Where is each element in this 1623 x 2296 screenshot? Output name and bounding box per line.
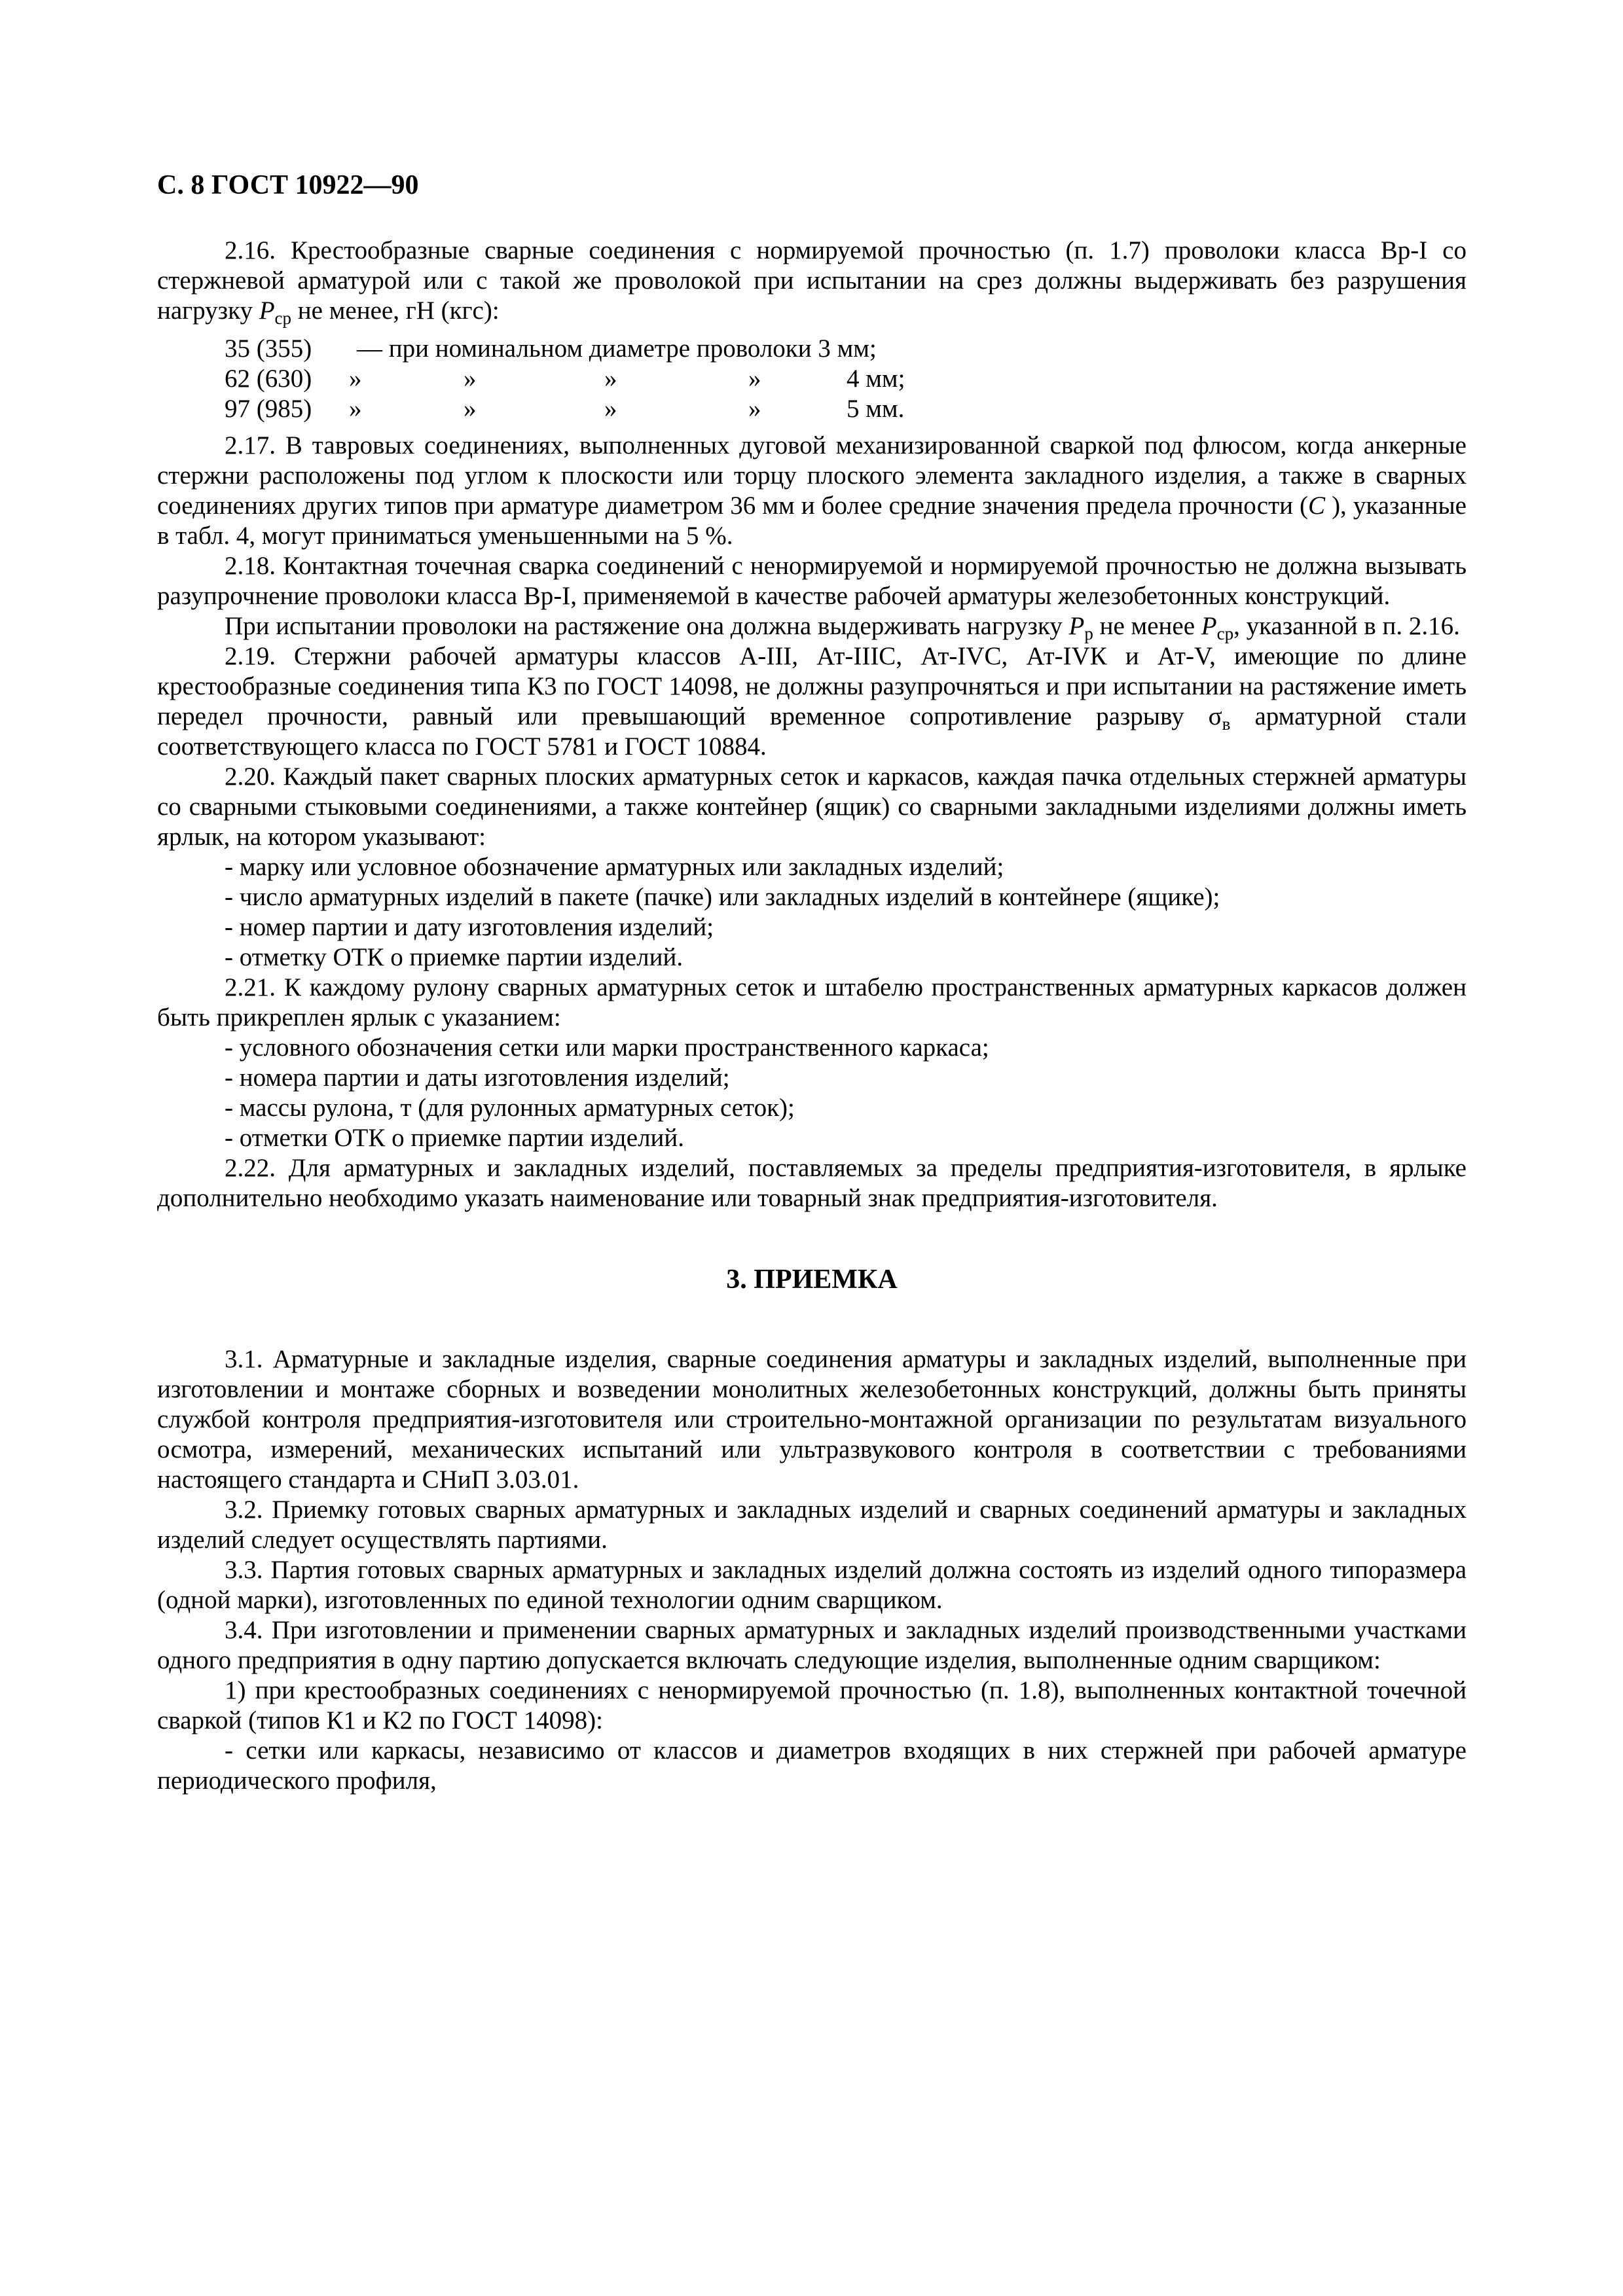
section-title: 3. ПРИЕМКА <box>726 1265 898 1295</box>
load-row <box>157 394 905 424</box>
load-row <box>157 334 905 364</box>
load-row <box>157 364 905 394</box>
load-value: 35 (355) <box>225 334 312 363</box>
list-item: - массы рулона, т (для рулонных арматурных сеток); <box>225 1094 795 1122</box>
list-item: - марку или условное обозначение арматурных или закладных изделий; <box>225 853 1004 881</box>
load-value: 97 (985) <box>225 395 312 423</box>
roll-label-list <box>157 1033 1467 1153</box>
paragraph-3-1: 3.1. Арматурные и закладные изделия, сварные соединения арматуры и закладных изделий, выполненные при изготовлении и монтаже сборных и возведении монолитных железобетонных конструкций, должны быть приняты службой контроля предприятия-изготовителя или строительно-монтажной организации по результатам визуального осмотра, измерений, механических испытаний или ультразвукового контроля в соответствии с требованиями настоящего стандарта и СНиП 3.03.01. <box>157 1345 1467 1494</box>
paragraph-2-21: 2.21. К каждому рулону сварных арматурных сеток и штабелю пространственных арматурных каркасов должен быть прикреплен ярлык с указанием: <box>157 973 1467 1031</box>
paragraph-3-4-item-1: 1) при крестообразных соединениях с ненормируемой прочностью (п. 1.8), выполненных контактной точечной сваркой (типов К1 и К2 по ГОСТ 14098): <box>157 1676 1467 1734</box>
ditto-mark: » <box>748 365 761 393</box>
ditto-mark: » <box>464 365 477 393</box>
ditto-mark: » <box>604 365 617 393</box>
ditto-mark: » <box>349 395 362 423</box>
load-diameter: 5 мм. <box>847 395 905 423</box>
label-content-list <box>157 852 1467 973</box>
list-item: - отметки ОТК о приемке партии изделий. <box>225 1124 685 1152</box>
paragraph-3-4: 3.4. При изготовлении и применении сварных арматурных и закладных изделий производственными участками одного предприятия в одну партию допускается включать следующие изделия, выполненные одним сварщиком: <box>157 1616 1467 1674</box>
list-item: - сетки или каркасы, независимо от классов и диаметров входящих в них стержней при рабочей арматуре периодического профиля, <box>157 1736 1467 1795</box>
load-diameter: 4 мм; <box>847 365 905 393</box>
list-item: - номера партии и даты изготовления изделий; <box>225 1064 730 1092</box>
load-description: — при номинальном диаметре проволоки 3 мм; <box>357 334 877 363</box>
paragraph-2-16: 2.16. Крестообразные сварные соединения с нормируемой прочностью (п. 1.7) проволоки класса Вр-I со стержневой арматурой или с такой же проволокой при испытании на срез должны выдерживать без разрушения нагрузку $P_{ср}$ не менее, гН (кгс): <box>157 236 1467 328</box>
load-value: 62 (630) <box>225 365 312 393</box>
ditto-mark: » <box>604 395 617 423</box>
paragraph-2-18-continued: При испытании проволоки на растяжение она должна выдерживать нагрузку $P_р$ не менее $P_{ср}$, указанной в п. 2.16. <box>225 612 1460 643</box>
ditto-mark: » <box>349 365 362 393</box>
paragraph-3-2: 3.2. Приемку готовых сварных арматурных и закладных изделий и сварных соединений арматуры и закладных изделий следует осуществлять партиями. <box>157 1496 1467 1554</box>
page-header: С. 8 ГОСТ 10922—90 <box>157 170 419 200</box>
list-item: - отметку ОТК о приемке партии изделий. <box>225 943 684 971</box>
document-body <box>157 236 1467 1796</box>
list-item: - число арматурных изделий в пакете (пачке) или закладных изделий в контейнере (ящике); <box>225 883 1220 911</box>
ditto-mark: » <box>464 395 477 423</box>
load-table <box>157 334 905 424</box>
paragraph-2-20: 2.20. Каждый пакет сварных плоских арматурных сеток и каркасов, каждая пачка отдельных стержней арматуры со сварными стыковыми соединениями, а также контейнер (ящик) со сварными закладными изделиями должны иметь ярлык, на котором указывают: <box>157 762 1467 851</box>
paragraph-2-19: 2.19. Стержни рабочей арматуры классов А-III, Ат-IIIС, Ат-IVС, Ат-IVК и Ат-V, имеющие по длине крестообразные соединения типа К3 по ГОСТ 14098, не должны разупрочняться и при испытании на растяжение иметь передел прочности, равный или превышающий временное сопротивление разрыву $\sigma_в$ арматурной стали соответствующего класса по ГОСТ 5781 и ГОСТ 10884. <box>157 642 1467 761</box>
list-item: - номер партии и дату изготовления изделий; <box>225 913 714 941</box>
paragraph-2-17: 2.17. В тавровых соединениях, выполненных дуговой механизированной сваркой под флюсом, когда анкерные стержни расположены под углом к плоскости или торцу плоского элемента закладного изделия, а также в сварных соединениях других типов при арматуре диаметром 36 мм и более средние значения предела прочности (C ), указанные в табл. 4, могут приниматься уменьшенными на 5 %. <box>157 431 1467 550</box>
paragraph-3-3: 3.3. Партия готовых сварных арматурных и закладных изделий должна состоять из изделий одного типоразмера (одной марки), изготовленных по единой технологии одним сварщиком. <box>157 1556 1467 1614</box>
paragraph-2-18: 2.18. Контактная точечная сварка соединений с ненормируемой и нормируемой прочностью не должна вызывать разупрочнение проволоки класса Вр-I, применяемой в качестве рабочей арматуры железобетонных конструкций. <box>157 552 1467 610</box>
ditto-mark: » <box>748 395 761 423</box>
paragraph-2-22: 2.22. Для арматурных и закладных изделий, поставляемых за пределы предприятия-изготовителя, в ярлыке дополнительно необходимо указать наименование или товарный знак предприятия-изготовителя. <box>157 1154 1467 1212</box>
list-item: - условного обозначения сетки или марки пространственного каркаса; <box>225 1033 989 1062</box>
